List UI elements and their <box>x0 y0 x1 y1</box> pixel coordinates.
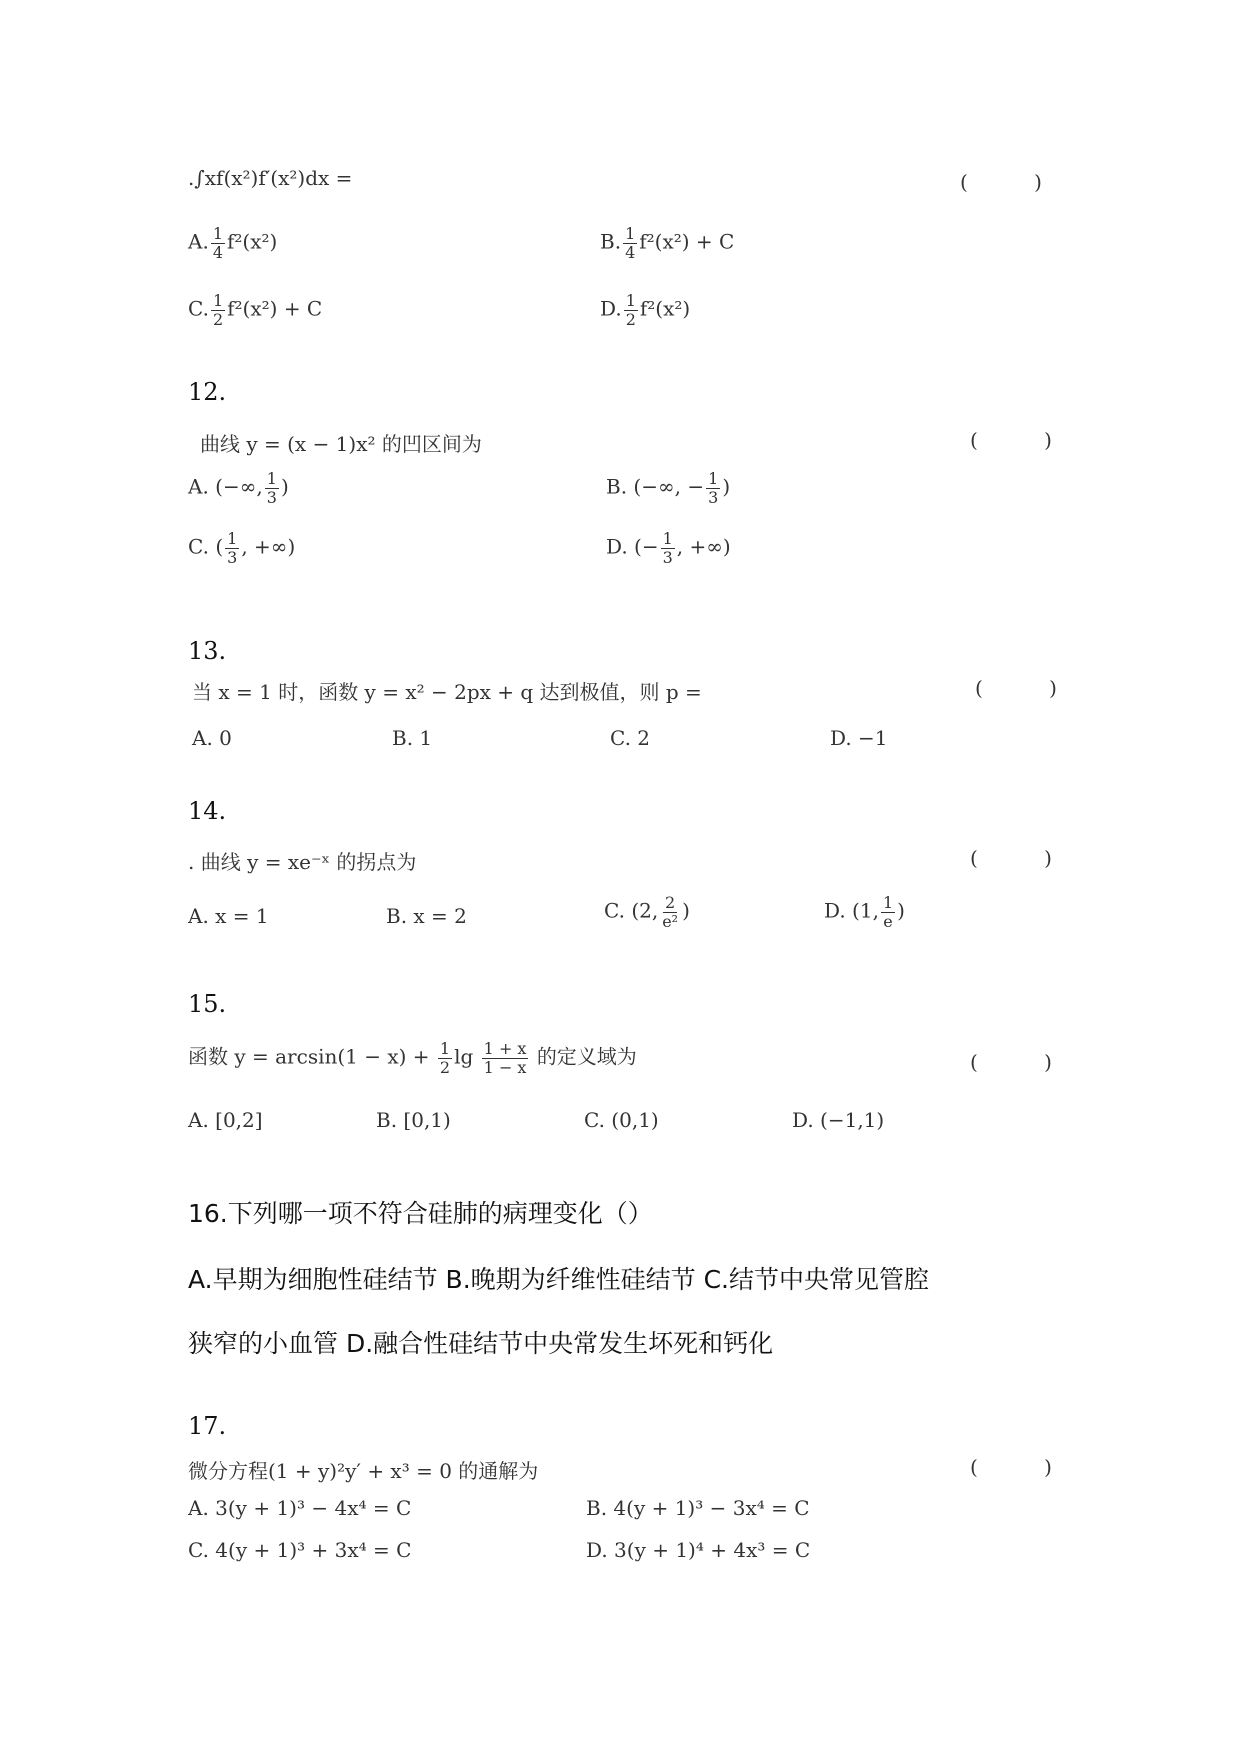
q11-stem: .∫xf(x²)f′(x²)dx = <box>188 166 353 190</box>
q17-option-a: A. 3(y + 1)³ − 4x⁴ = C <box>188 1496 412 1520</box>
q11-answer-blank: ( ) <box>960 170 1072 194</box>
q16-options-line2: 狭窄的小血管 D.融合性硅结节中央常发生坏死和钙化 <box>188 1329 774 1358</box>
q13-option-c: C. 2 <box>610 726 651 750</box>
q12-number: 12. <box>188 378 227 406</box>
q12-option-d: D. (− $\frac{1}{3}$ , +∞) <box>606 529 731 567</box>
q11-option-a: A. $\frac{1}{4}$ f²(x²) <box>188 224 278 262</box>
q13-stem: 当 x = 1 时，函数 y = x² − 2px + q 达到极值，则 p = <box>192 680 702 704</box>
q12-option-a: A. (−∞, $\frac{1}{3}$ ) <box>188 469 289 507</box>
q12-answer-blank: ( ) <box>970 428 1082 452</box>
q12-stem: 曲线 y = (x − 1)x² 的凹区间为 <box>200 432 482 456</box>
q14-number: 14. <box>188 797 227 825</box>
q15-option-b: B. [0,1) <box>376 1108 451 1132</box>
q12-option-c: C. ( $\frac{1}{3}$ , +∞) <box>188 529 296 567</box>
q14-option-d: D. (1, $\frac{1}{e}$ ) <box>824 893 905 931</box>
q15-option-d: D. (−1,1) <box>792 1108 885 1132</box>
q17-number: 17. <box>188 1412 227 1440</box>
q12-option-b: B. (−∞, − $\frac{1}{3}$ ) <box>606 469 731 507</box>
q15-stem: 函数 y = arcsin(1 − x) + $\frac{1}{2}$ lg $\frac{1 + x}{1 - x}$ 的定义域为 <box>188 1039 637 1077</box>
q17-option-c: C. 4(y + 1)³ + 3x⁴ = C <box>188 1538 412 1562</box>
q14-option-b: B. x = 2 <box>386 904 467 928</box>
q13-option-b: B. 1 <box>392 726 433 750</box>
q11-option-c: C. $\frac{1}{2}$ f²(x²) + C <box>188 291 323 329</box>
q15-answer-blank: ( ) <box>970 1050 1082 1074</box>
q16-stem: 16.下列哪一项不符合硅肺的病理变化（） <box>188 1199 653 1228</box>
q16-options-line1: A.早期为细胞性硅结节 B.晚期为纤维性硅结节 C.结节中央常见管腔 <box>188 1265 930 1294</box>
q11-option-d: D. $\frac{1}{2}$ f²(x²) <box>600 291 691 329</box>
q14-option-c: C. (2, $\frac{2}{\text{e²}}$ ) <box>604 893 690 931</box>
q14-option-a: A. x = 1 <box>188 904 269 928</box>
q13-option-d: D. −1 <box>830 726 888 750</box>
q17-option-b: B. 4(y + 1)³ − 3x⁴ = C <box>586 1496 810 1520</box>
q15-option-c: C. (0,1) <box>584 1108 659 1132</box>
q13-answer-blank: ( ) <box>975 676 1087 700</box>
q15-option-a: A. [0,2] <box>188 1108 263 1132</box>
q15-number: 15. <box>188 990 227 1018</box>
q17-answer-blank: ( ) <box>970 1455 1082 1479</box>
q14-stem: . 曲线 y = xe⁻ˣ 的拐点为 <box>188 850 417 874</box>
q13-option-a: A. 0 <box>192 726 232 750</box>
q11-option-b: B. $\frac{1}{4}$ f²(x²) + C <box>600 224 735 262</box>
q14-answer-blank: ( ) <box>970 846 1082 870</box>
q17-option-d: D. 3(y + 1)⁴ + 4x³ = C <box>586 1538 811 1562</box>
q13-number: 13. <box>188 637 227 665</box>
q17-stem: 微分方程(1 + y)²y′ + x³ = 0 的通解为 <box>188 1459 539 1483</box>
